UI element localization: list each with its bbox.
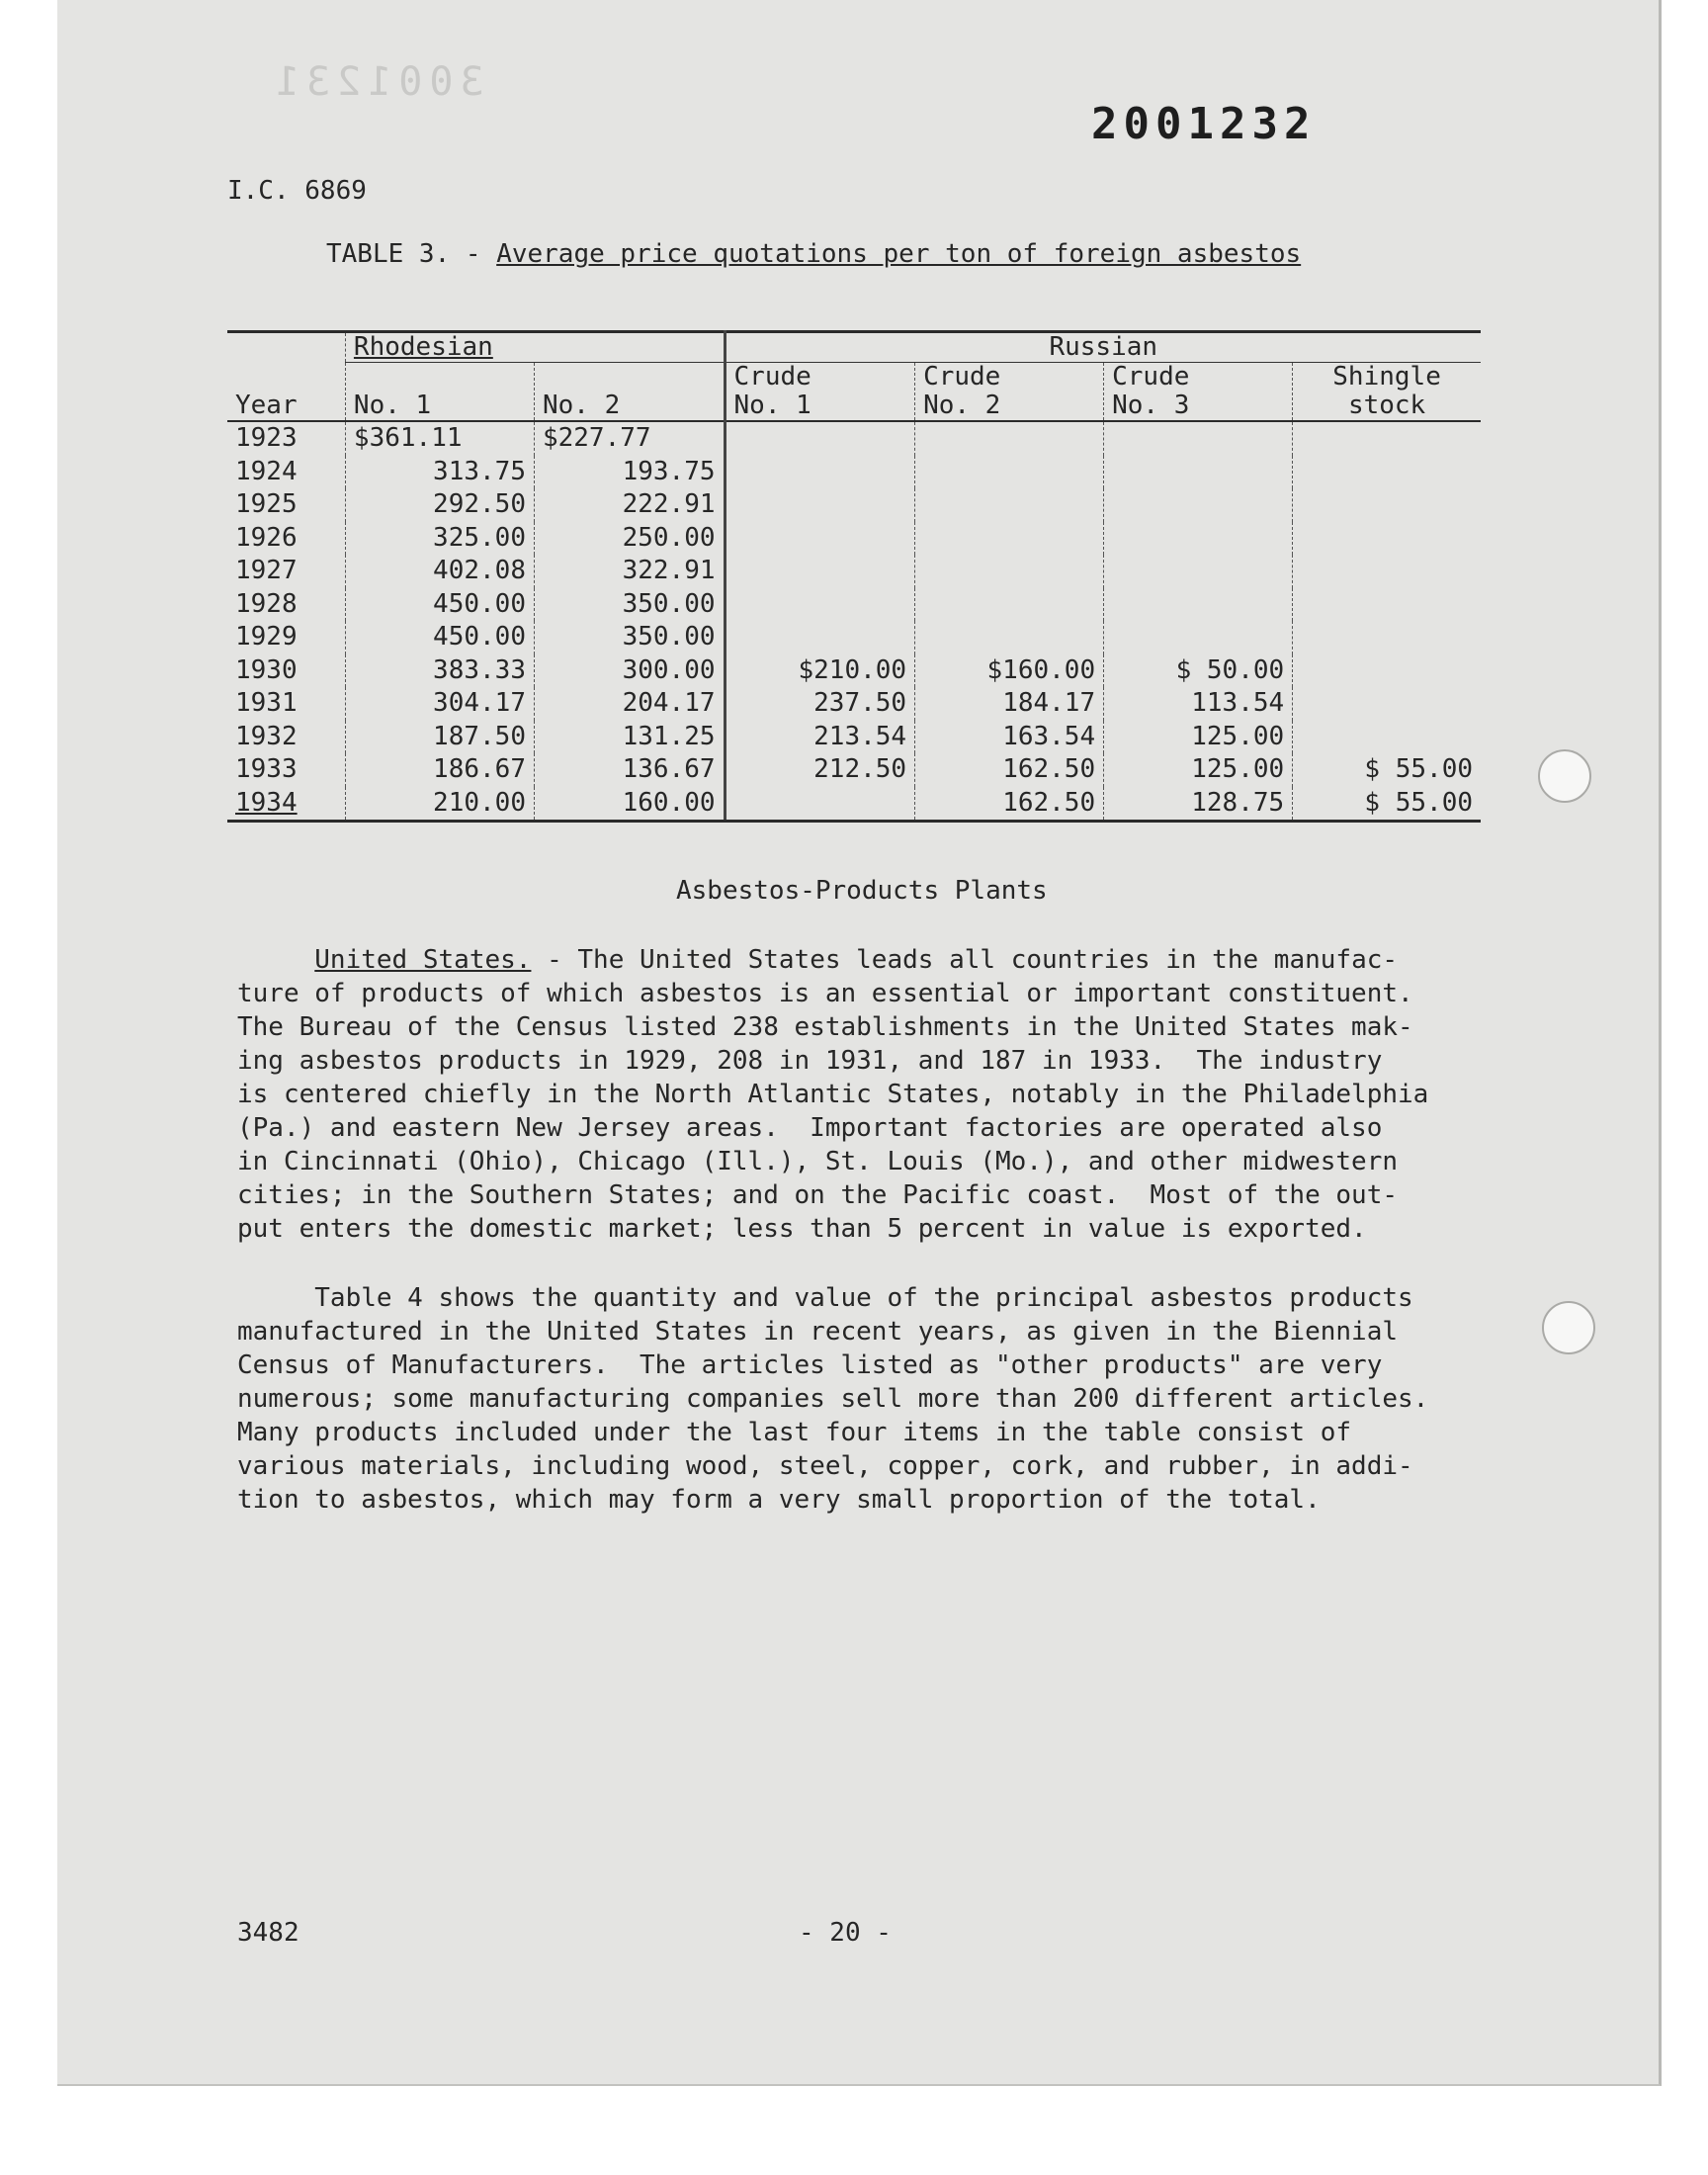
cell-rhodesian-no1: 325.00 — [345, 522, 534, 556]
report-id: I.C. 6869 — [227, 176, 367, 206]
cell-shingle-stock — [1293, 488, 1481, 522]
cell-crude-no1: 213.54 — [725, 721, 915, 754]
cell-shingle-stock — [1293, 687, 1481, 721]
header-crude-no3-line2: No. 3 — [1112, 391, 1190, 420]
table-row — [227, 621, 1481, 654]
cell-rhodesian-no2: 222.91 — [534, 488, 725, 522]
header-crude-no3 — [1104, 363, 1293, 422]
cell-year: 1933 — [235, 754, 298, 784]
table-row — [227, 522, 1481, 556]
paragraph-body: ture of products of which asbestos is an essential or important constituent. The Bureau of the Census listed 238 establishments in the United States mak- ing asbestos products in 1929, 208 in 1931, and 187 in 1933. The industry is centered chiefly in the North Atlantic States, notably in the Philadelphia (Pa.) and eastern New Jersey areas. Important factories are operated also in Cincinnati (Ohio), Chicago (Ill.), St. Louis (Mo.), and other midwestern cities; in the Southern States; and on the Pacific coast. Most of the out- put enters the domestic market; less than 5 percent in value is exported. — [237, 979, 1429, 1244]
cell-rhodesian-no2: 136.67 — [534, 753, 725, 787]
cell-rhodesian-no1: 186.67 — [345, 753, 534, 787]
header-blank — [227, 332, 345, 363]
cell-shingle-stock — [1293, 555, 1481, 588]
header-crude-no2-line2: No. 2 — [923, 391, 1001, 420]
cell-crude-no3 — [1104, 588, 1293, 622]
cell-year: 1934 — [227, 787, 345, 822]
header-crude-no3-line1: Crude — [1112, 362, 1190, 392]
punch-hole-top — [1538, 749, 1591, 803]
table-caption-title: Average price quotations per ton of foreign asbestos — [496, 239, 1302, 269]
cell-shingle-stock — [1293, 522, 1481, 556]
table-row — [227, 654, 1481, 688]
stamp-number: 2001232 — [1091, 99, 1317, 149]
header-group-russian: Russian — [725, 332, 1481, 363]
paragraph-table-4: Table 4 shows the quantity and value of the principal asbestos products manufactured in the United States in recent years, as given in the Biennial Census of Manufacturers. The articles listed as "other products" are very numerous; some manufacturing companies sell more than 200 different articles. Many products included under the last four items in the table consist of various materials, including wood, steel, copper, cork, and rubber, in addi- tion to asbestos, which may form a very small proportion of the total. — [237, 1283, 1429, 1515]
page-number: - 20 - — [799, 1918, 892, 1948]
cell-shingle-stock — [1293, 456, 1481, 489]
cell-crude-no2: $160.00 — [915, 654, 1104, 688]
table-row — [227, 753, 1481, 787]
cell-rhodesian-no1: 313.75 — [345, 456, 534, 489]
cell-rhodesian-no2: 250.00 — [534, 522, 725, 556]
cell-crude-no1: $210.00 — [725, 654, 915, 688]
paragraph-heading: United States. — [314, 945, 532, 975]
cell-shingle-stock — [1293, 621, 1481, 654]
cell-crude-no3 — [1104, 488, 1293, 522]
table-row — [227, 787, 1481, 822]
table-row — [227, 588, 1481, 622]
header-crude-no2 — [915, 363, 1104, 422]
table-row — [227, 421, 1481, 456]
cell-crude-no2: 163.54 — [915, 721, 1104, 754]
cell-crude-no3: $ 50.00 — [1104, 654, 1293, 688]
cell-crude-no1 — [725, 555, 915, 588]
table-row — [227, 721, 1481, 754]
cell-year: 1927 — [235, 556, 298, 585]
cell-year: 1923 — [235, 423, 298, 453]
cell-rhodesian-no2: 350.00 — [534, 588, 725, 622]
footer-code: 3482 — [237, 1918, 299, 1948]
cell-year: 1928 — [235, 588, 298, 619]
cell-crude-no2 — [915, 456, 1104, 489]
punch-hole-bottom — [1542, 1301, 1595, 1354]
cell-rhodesian-no1: 292.50 — [345, 488, 534, 522]
cell-year: 1931 — [235, 688, 298, 718]
cell-year: 1925 — [235, 489, 298, 519]
cell-rhodesian-no1: 187.50 — [345, 721, 534, 754]
table-row — [227, 555, 1481, 588]
cell-crude-no3 — [1104, 522, 1293, 556]
table-row — [227, 687, 1481, 721]
cell-shingle-stock — [1293, 654, 1481, 688]
paragraph-first-line: - The United States leads all countries in the manufac- — [531, 945, 1399, 975]
cell-crude-no3 — [1104, 421, 1293, 456]
cell-crude-no3 — [1104, 555, 1293, 588]
cell-rhodesian-no1: 383.33 — [345, 654, 534, 688]
cell-rhodesian-no2: $227.77 — [534, 421, 725, 456]
header-crude-no2-line1: Crude — [923, 362, 1001, 392]
cell-rhodesian-no2: 131.25 — [534, 721, 725, 754]
cell-crude-no1 — [725, 621, 915, 654]
paragraph-united-states — [237, 943, 1512, 1246]
cell-crude-no1 — [725, 456, 915, 489]
cell-crude-no1 — [725, 421, 915, 456]
cell-rhodesian-no1: 304.17 — [345, 687, 534, 721]
header-shingle-line1: Shingle — [1332, 362, 1441, 392]
cell-crude-no3: 128.75 — [1104, 787, 1293, 822]
cell-year: 1924 — [235, 456, 298, 486]
header-crude-no1-line1: Crude — [733, 362, 811, 392]
table-row — [227, 456, 1481, 489]
price-table — [227, 330, 1481, 823]
cell-crude-no2 — [915, 488, 1104, 522]
header-rhodesian-no1: No. 1 — [345, 363, 534, 422]
cell-rhodesian-no2: 204.17 — [534, 687, 725, 721]
cell-rhodesian-no2: 300.00 — [534, 654, 725, 688]
cell-crude-no3 — [1104, 621, 1293, 654]
cell-rhodesian-no1: 402.08 — [345, 555, 534, 588]
cell-year: 1932 — [235, 721, 298, 751]
cell-crude-no1 — [725, 787, 915, 822]
cell-year: 1930 — [235, 654, 298, 685]
header-group-rhodesian-label: Rhodesian — [353, 332, 493, 362]
cell-crude-no2 — [915, 522, 1104, 556]
cell-shingle-stock — [1293, 588, 1481, 622]
header-crude-no1 — [725, 363, 915, 422]
cell-crude-no1 — [725, 522, 915, 556]
cell-crude-no1: 237.50 — [725, 687, 915, 721]
header-group-rhodesian — [345, 332, 725, 363]
cell-crude-no3 — [1104, 456, 1293, 489]
cell-crude-no1 — [725, 588, 915, 622]
cell-crude-no2 — [915, 421, 1104, 456]
cell-crude-no1: 212.50 — [725, 753, 915, 787]
cell-rhodesian-no1: 210.00 — [345, 787, 534, 822]
cell-shingle-stock: $ 55.00 — [1293, 787, 1481, 822]
cell-crude-no2: 162.50 — [915, 753, 1104, 787]
bleed-through-number: 3001231 — [269, 59, 484, 105]
cell-crude-no2 — [915, 555, 1104, 588]
cell-rhodesian-no1: 450.00 — [345, 588, 534, 622]
header-rhodesian-no2: No. 2 — [534, 363, 725, 422]
cell-crude-no2: 162.50 — [915, 787, 1104, 822]
header-shingle-stock — [1293, 363, 1481, 422]
cell-crude-no3: 125.00 — [1104, 753, 1293, 787]
section-heading: Asbestos-Products Plants — [676, 876, 1048, 906]
table-caption — [326, 239, 1301, 269]
cell-crude-no3: 125.00 — [1104, 721, 1293, 754]
cell-crude-no2 — [915, 588, 1104, 622]
table-row — [227, 488, 1481, 522]
cell-rhodesian-no2: 350.00 — [534, 621, 725, 654]
table-caption-prefix: TABLE 3. - — [326, 239, 497, 269]
cell-rhodesian-no2: 160.00 — [534, 787, 725, 822]
header-crude-no1-line2: No. 1 — [733, 391, 811, 420]
cell-shingle-stock — [1293, 721, 1481, 754]
cell-year: 1926 — [235, 522, 298, 553]
cell-crude-no3: 113.54 — [1104, 687, 1293, 721]
cell-rhodesian-no1: 450.00 — [345, 621, 534, 654]
cell-shingle-stock — [1293, 421, 1481, 456]
cell-crude-no2: 184.17 — [915, 687, 1104, 721]
cell-rhodesian-no1: $361.11 — [345, 421, 534, 456]
cell-shingle-stock: $ 55.00 — [1293, 753, 1481, 787]
cell-crude-no1 — [725, 488, 915, 522]
header-shingle-line2: stock — [1347, 391, 1426, 420]
header-year: Year — [227, 363, 345, 422]
cell-year: 1929 — [235, 622, 298, 652]
cell-crude-no2 — [915, 621, 1104, 654]
cell-rhodesian-no2: 193.75 — [534, 456, 725, 489]
cell-rhodesian-no2: 322.91 — [534, 555, 725, 588]
